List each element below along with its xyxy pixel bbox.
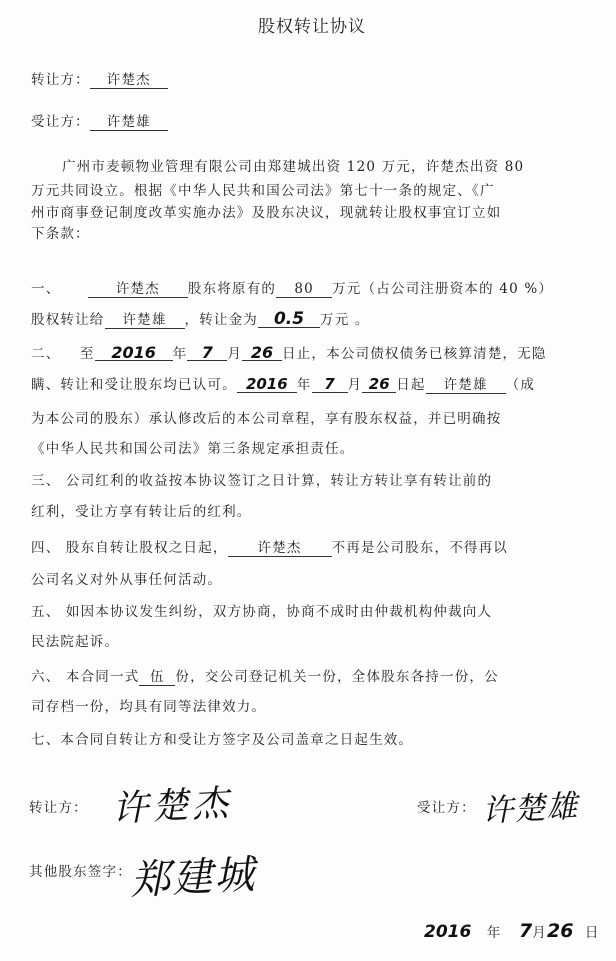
transferee-line bbox=[31, 110, 168, 131]
signing-date-day: 26 bbox=[546, 920, 574, 942]
clause-1-buyer: 许楚雄 bbox=[105, 313, 185, 329]
transferee-signature: 许楚雄 bbox=[481, 788, 580, 830]
clause-2-month-unit-2: 月 bbox=[347, 377, 363, 393]
intro-line-1: 广州市麦顿物业管理有限公司由郑建城出资 120 万元，许楚杰出资 80 bbox=[62, 159, 525, 175]
clause-2-buyer: 许楚雄 bbox=[426, 378, 506, 394]
clause-2-text-3: 瞒、转让和受让股东均已认可。 bbox=[31, 377, 237, 393]
clause-1-price: 0.5 bbox=[258, 312, 320, 328]
clause-2-year-unit-2: 年 bbox=[296, 377, 312, 393]
signing-date-month-unit: 月 bbox=[532, 925, 547, 941]
clause-2-text-5: （成 bbox=[505, 377, 536, 393]
transferee-name: 许楚雄 bbox=[90, 115, 168, 131]
clause-2-year-2: 2016 bbox=[237, 377, 297, 393]
document-title: 股权转让协议 bbox=[258, 17, 366, 37]
clause-2-line-3: 为本公司的股东）承认修改后的本公司章程，享有股东权益，并已明确按 bbox=[31, 411, 502, 427]
clause-6-text-2: 份，交公司登记机关一份，全体股东各持一份，公 bbox=[175, 669, 499, 685]
clause-2-text-2: 日止，本公司债权债务已核算清楚，无隐 bbox=[282, 346, 547, 362]
clause-2-month-unit-1: 月 bbox=[227, 346, 243, 362]
clause-2-month-1: 7 bbox=[187, 345, 227, 361]
transferor-name: 许楚杰 bbox=[90, 73, 168, 89]
transferor-signature: 许楚杰 bbox=[111, 782, 234, 831]
intro-line-3: 州市商事登记制度改革实施办法》及股东决议，现就转让股权事宜订立如 bbox=[31, 205, 502, 221]
signing-date-year-unit: 年 bbox=[486, 925, 502, 941]
signing-date bbox=[424, 920, 600, 942]
clause-2-day-1: 26 bbox=[242, 345, 282, 361]
clause-6-text-1: 六、 本合同一式 bbox=[31, 669, 140, 685]
clause-1-line-2 bbox=[31, 308, 370, 329]
signing-date-year: 2016 bbox=[424, 922, 472, 942]
clause-3-line-1: 三、 公司红利的收益按本协议签订之日计算，转让方转让享有转让前的 bbox=[31, 473, 493, 489]
clause-4-text-1: 四、 股东自转让股权之日起， bbox=[31, 540, 228, 556]
transferee-label: 受让方： bbox=[31, 114, 90, 130]
transferor-label: 转让方： bbox=[31, 72, 90, 88]
other-shareholders-signature: 郑建城 bbox=[129, 851, 258, 905]
clause-2-line-2 bbox=[31, 373, 535, 394]
clause-4-line-2: 公司名义对外从事任何活动。 bbox=[31, 572, 223, 588]
transferor-line bbox=[31, 68, 168, 89]
clause-2-year-unit-1: 年 bbox=[172, 346, 188, 362]
signing-date-day-unit: 日 bbox=[584, 925, 600, 941]
clause-6-line-2: 司存档一份，均具有同等法律效力。 bbox=[31, 699, 267, 715]
clause-2-year-1: 2016 bbox=[95, 345, 173, 361]
clause-1-text-4: ，转让金为 bbox=[184, 312, 258, 328]
clause-1-line-1 bbox=[31, 277, 553, 298]
clause-2-line-1 bbox=[31, 342, 547, 362]
clause-1-text-5: 万元 。 bbox=[320, 312, 370, 328]
intro-line-2: 万元共同设立。根据《中华人民共和国公司法》第七十一条的规定、《广 bbox=[31, 183, 495, 199]
clause-2-text-1: 至 bbox=[79, 346, 95, 362]
clause-6-copies: 伍 bbox=[139, 670, 175, 686]
clause-2-day-2: 26 bbox=[362, 377, 396, 393]
signing-date-month: 7 bbox=[519, 920, 533, 942]
clause-5-line-2: 民法院起诉。 bbox=[31, 634, 120, 650]
clause-6-line-1 bbox=[31, 665, 499, 686]
clause-4-line-1 bbox=[31, 536, 508, 557]
clause-7-line-1: 七、本合同自转让方和受让方签字及公司盖章之日起生效。 bbox=[31, 732, 414, 748]
clause-4-seller: 许楚杰 bbox=[228, 541, 332, 557]
transferor-signature-label: 转让方： bbox=[29, 800, 88, 816]
clause-1-text-3: 股权转让给 bbox=[31, 312, 105, 328]
clause-2-month-2: 7 bbox=[312, 377, 348, 393]
intro-line-4: 下条款： bbox=[31, 226, 90, 242]
clause-1-number: 一、 bbox=[31, 281, 61, 297]
other-shareholders-label: 其他股东签字： bbox=[29, 864, 132, 880]
clause-1-text-2: 万元（占公司注册资本的 40 %） bbox=[332, 281, 554, 297]
clause-2-number: 二、 bbox=[31, 346, 61, 362]
transferee-signature-label: 受让方： bbox=[417, 800, 476, 816]
clause-4-text-2: 不再是公司股东，不得再以 bbox=[331, 540, 508, 556]
clause-1-text-1: 股东将原有的 bbox=[187, 281, 277, 297]
clause-1-amount: 80 bbox=[276, 282, 332, 298]
clause-2-line-4: 《中华人民共和国公司法》第三条规定承担责任。 bbox=[31, 441, 355, 457]
clause-2-text-4: 日起 bbox=[396, 377, 426, 393]
clause-1-seller: 许楚杰 bbox=[88, 282, 188, 298]
clause-3-line-2: 红利，受让方享有转让后的红利。 bbox=[31, 504, 252, 520]
clause-5-line-1: 五、 如因本协议发生纠纷，双方协商，协商不成时由仲裁机构仲裁向人 bbox=[31, 604, 493, 620]
